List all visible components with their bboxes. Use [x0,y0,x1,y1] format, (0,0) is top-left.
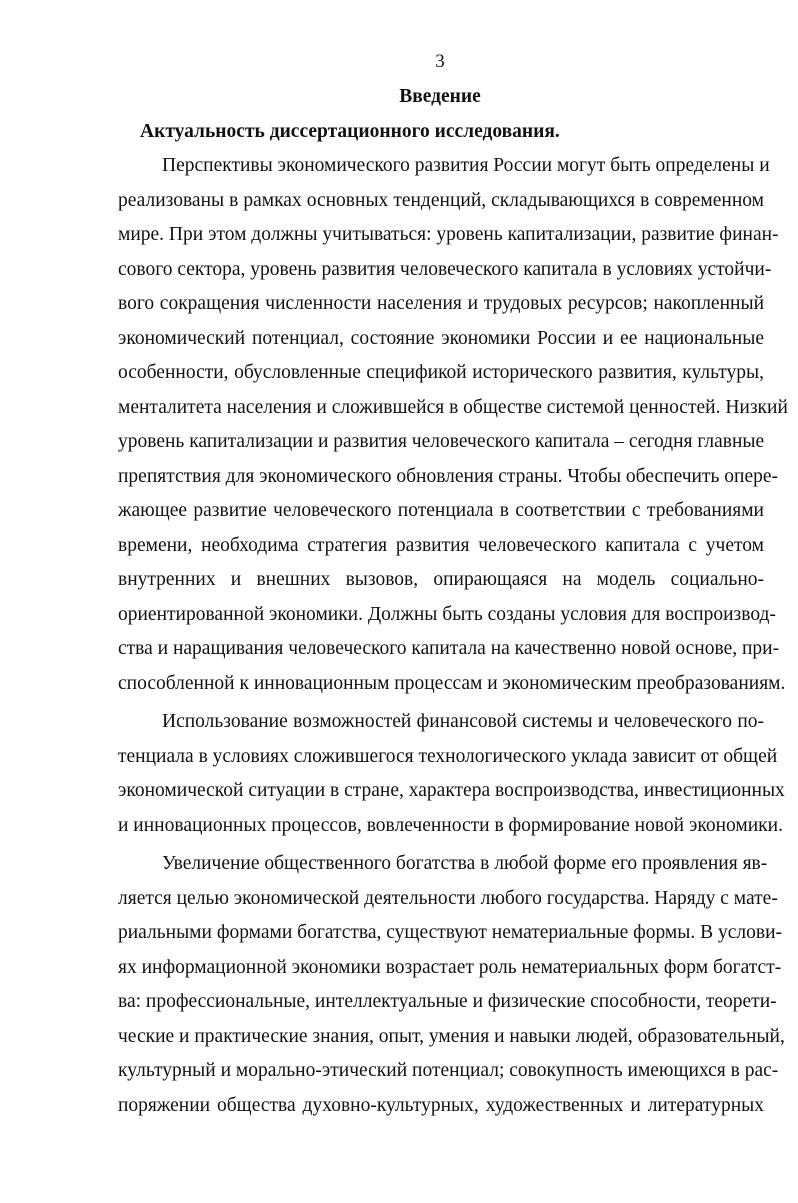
text-line: уровень капитализации и развития человеческого капитала – сегодня главные [118,431,765,452]
text-line: поряжении общества духовно-культурных, художественных и литературных [118,1094,764,1116]
text-line: ческие и практические знания, опыт, умения и навыки людей, образовательный, [118,1025,785,1047]
text-line: ляется целью экономической деятельности любого государства. Наряду с мате- [118,887,778,909]
text-line: риальными формами богатства, существуют нематериальные формы. В услови- [118,922,783,943]
text-line: экономический потенциал, состояние экономики России и ее национальные [118,327,764,349]
text-line: ориентированной экономики. Должны быть созданы условия для воспроизвод- [118,603,776,625]
text-line: реализованы в рамках основных тенденций, складывающихся в современном [118,189,764,211]
text-line: ства и наращивания человеческого капитала на качественно новой основе, при- [118,638,780,659]
text-line: жающее развитие человеческого потенциала в соответствии с требованиями [118,500,764,521]
text-line: и инновационных процессов, вовлеченности в формирование новой экономики. [118,814,783,836]
text-line: времени, необходима стратегия развития человеческого капитала с учетом [118,534,764,556]
body-text [118,149,788,1123]
text-line: Использование возможностей финансовой системы и человеческого по- [162,711,764,732]
page-number: 3 [435,51,445,72]
paragraph [118,149,788,701]
text-line: менталитета населения и сложившейся в обществе системой ценностей. Низкий [118,396,788,418]
section-subheading: Актуальность диссертационного исследования. [140,121,560,142]
paragraph [118,705,785,843]
text-line: культурный и морально-этический потенциал; совокупность имеющихся в рас- [118,1060,779,1081]
text-line: тенциала в условиях сложившегося технологического уклада зависит от общей [118,745,778,767]
text-line: мире. При этом должны учитываться: уровень капитализации, развитие финан- [118,224,779,245]
text-line: способленной к инновационным процессам и экономическим преобразованиям. [118,672,786,694]
text-line: Перспективы экономического развития России могут быть определены и [162,155,770,176]
text-line: препятствия для экономического обновления страны. Чтобы обеспечить опере- [118,465,779,487]
text-line: Увеличение общественного богатства в любой форме его проявления яв- [162,853,768,874]
text-line: особенности, обусловленные спецификой исторического развития, культуры, [118,362,764,383]
text-line: экономической ситуации в стране, характера воспроизводства, инвестиционных [118,780,785,801]
text-line: сового сектора, уровень развития человеческого капитала в условиях устойчи- [118,258,772,280]
text-line: ях информационной экономики возрастает роль нематериальных форм богатст- [118,956,782,978]
text-line: внутренних и внешних вызовов, опирающаяся на модель социально- [118,569,764,590]
section-heading: Введение [399,86,481,107]
text-line: вого сокращения численности населения и трудовых ресурсов; накопленный [118,293,764,314]
text-line: ва: профессиональные, интеллектуальные и физические способности, теорети- [118,991,777,1012]
paragraph [118,847,785,1123]
